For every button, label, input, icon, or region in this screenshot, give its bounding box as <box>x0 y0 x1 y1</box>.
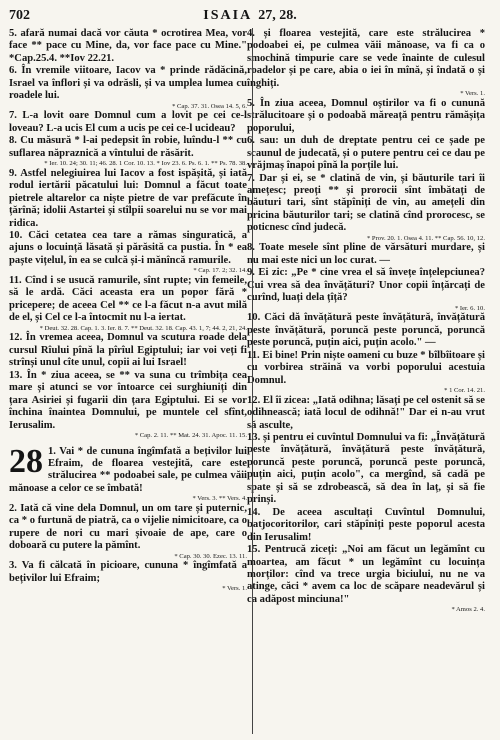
verse-text: 12. În vremea aceea, Domnul va scutura roade dela cursul Rîului pînă la pîrîul Egiptului; iar voi veți fi strînși unul cîte unul, copii ai lui Israel! <box>9 332 247 369</box>
cross-reference: * Vers. 3. ** Vers. 4. <box>192 495 247 503</box>
verse-text: 3. Va fi călcată în picioare, cununa * îngîmfată a bețivilor lui Efraim; <box>9 560 247 584</box>
cross-reference: * Cap. 2. 11. ** Mat. 24. 31. Apoc. 11. 15. <box>134 431 247 439</box>
verse <box>9 65 247 110</box>
chapter-28-verses <box>9 442 247 593</box>
verse-text: 11. Cînd i se usucă ramurile, sînt rupte; vin femeile, să le ardă. Căci aceasta era un popor fără * pricepere; de aceea Cel ** ce l-a făcut n-a avut milă de el, și Cel ce l-a întocmit nu l-a iertat. <box>9 274 247 324</box>
verse <box>9 275 247 332</box>
verse-text: 6. În vremile viitoare, Iacov va * prinde rădăcină, Israel va înflori și va odrăsli, și va umplea lumea cu roadele lui. <box>9 65 247 102</box>
chapter-range: 27, 28. <box>258 8 297 23</box>
cross-reference: * Amos 2. 4. <box>451 606 485 614</box>
verse-text: 6. sau: un duh de dreptate pentru cei ce șade pe scaunul de judecată, și o putere pentru cei ce dau pe vrăjmaș înapoi pînă la porțile lui. <box>247 135 485 172</box>
verse <box>247 312 485 349</box>
verse <box>9 168 247 230</box>
book-name: ISAIA <box>203 8 253 23</box>
column-divider <box>252 28 253 734</box>
chapter-27-verses <box>9 28 247 440</box>
verse <box>247 135 485 172</box>
chapter-28-start <box>9 442 247 593</box>
verse-text: 9. Astfel nelegiuirea lui Iacov a fost ispășită, și iată rodul iertării păcatului lui: Domnul a făcut toate pietrele altarelor ca niște pietre de var prefăcute în țărînă; idolii Astartei și stîlpii soarelui nu se vor mai ridica. <box>9 167 247 229</box>
verse-text: 7. L-a lovit oare Domnul cum a lovit pe cei ce-l loveau? L-a ucis El cum a ucis pe cei ce-l ucideau? <box>9 110 247 134</box>
verse <box>247 242 485 267</box>
verse <box>9 370 247 440</box>
verse <box>247 507 485 544</box>
verse <box>9 560 247 593</box>
verse-text: 1. Vai * de cununa îngîmfată a bețivilor lui Efraim, de floarea vestejită, care este strălucirea ** podoabei sale, pe culmea văii mănoase a celor ce se îmbată! <box>9 445 247 494</box>
verse-text: 5. afară numai dacă vor căuta * ocrotirea Mea, vor face ** pace cu Mine, da, vor face pace cu Mine." *Cap.25.4. **Iov 22.21. <box>9 28 247 64</box>
verse <box>247 98 485 135</box>
verse-text: 8. Toate mesele sînt pline de vărsături murdare, și nu mai este nici un loc curat. — <box>247 242 485 266</box>
cross-reference: * Prov. 20. 1. Osea 4. 11. ** Cap. 56. 10, 12. <box>366 234 485 242</box>
verse-text: 8. Cu măsură * l-ai pedepsit în robie, luîndu-l ** cu suflarea năpraznică a vîntului de răsărit. <box>9 135 247 159</box>
verse-text: 2. Iată că vine dela Domnul, un om tare și puternic, ca * o furtună de piatră, ca o vijelie nimicitoare, ca o rupere de nori cu mari șivoaie de ape, care o doboară cu putere la pămînt. <box>9 502 247 552</box>
cross-reference: * Vers. 1. <box>460 90 485 98</box>
verse-text: 12. El îi zicea: „Iată odihna; lăsați pe cel ostenit să se odihnească; iată locul de odihnă!" Dar ei n-au vrut să asculte, <box>247 394 485 431</box>
cross-reference: * Vers. 1. <box>222 585 247 593</box>
verse <box>247 267 485 312</box>
verse-text: 15. Pentrucă ziceți: „Noi am făcut un legămînt cu moartea, am făcut * un legămînt cu locuința morților: cînd va trece urgia biciului, nu ne va atinge, căci * avem ca loc de scăpare neadevărul și ca adăpost minciuna!" <box>247 544 485 605</box>
verse-text: 13. În * ziua aceea, se ** va suna cu trîmbița cea mare și atunci se vor întoarce cei surghiuniți din țara Asiriei și fugarii din țara Egiptului. Ei se vor închina înaintea Domnului, pe muntele cel sfînt, Ierusalim. <box>9 369 247 431</box>
cross-reference: * Cap. 37. 31. Osea 14. 5, 6. <box>172 102 247 110</box>
verse <box>247 544 485 614</box>
cross-reference: * Cap. 30. 30. Ezec. 13. 11. <box>174 552 247 560</box>
cross-reference: * 1 Cor. 14. 21. <box>444 387 485 395</box>
verse <box>9 230 247 275</box>
verse <box>247 432 485 507</box>
running-title <box>9 8 491 24</box>
right-column <box>247 28 485 734</box>
verse-text: 10. Căci cetatea cea tare a rămas singuratică, a ajuns o locuință lăsată și părăsită ca pustia. În * ea paște vițelul, în ea se culcă și-i mănîncă ramurile. <box>9 229 247 266</box>
page-header <box>9 8 491 28</box>
verse <box>247 173 485 243</box>
verse <box>9 110 247 135</box>
verse-text: 14. De aceea ascultați Cuvîntul Domnului, batjocoritorilor, cari stăpîniți peste poporul acesta din Ierusalim! <box>247 506 485 543</box>
verse-text: 4. și floarea vestejită, care este strălucirea * podoabei ei, pe culmea văii mănoase, va fi ca o smochină timpurie care se vede înainte de culesul roadelor și pe care, abia o iei în mînă, și îndată o și înghiți. <box>247 28 485 89</box>
verse <box>9 28 247 65</box>
verse-text: 9. Ei zic: „Pe * cine vrea el să învețe înțelepciunea? Cui vrea să dea învățături? Unor copii înțărcați de curînd, luați dela țîță? <box>247 267 485 304</box>
verse <box>9 332 247 369</box>
left-column <box>9 28 247 734</box>
verse <box>247 28 485 98</box>
chapter-number: 28 <box>9 442 43 480</box>
chapter-28-continued-verses <box>247 28 485 614</box>
cross-reference: * Ier. 10. 24; 30. 11; 46. 28. 1 Cor. 10. 13. * Iov 23. 6. Ps. 6. 1. ** Ps. 78. 38. <box>44 160 247 168</box>
verse-text: 11. Ei bine! Prin niște oameni cu buze * bîlbîitoare și cu vorbirea străină va vorbi poporului acestuia Domnul. <box>247 349 485 386</box>
verse <box>247 350 485 395</box>
cross-reference: * Deut. 32. 28. Cap. 1. 3. Ier. 8. 7. ** Deut. 32. 18. Cap. 43. 1, 7; 44. 2, 21, 24. <box>39 324 247 332</box>
verse <box>9 442 247 503</box>
text-columns <box>9 28 491 734</box>
cross-reference: * Cap. 17. 2; 32. 14. <box>193 267 247 275</box>
verse <box>9 503 247 560</box>
verse <box>9 135 247 168</box>
verse-text: 7. Dar și ei, se * clatină de vin, și băuturile tari îi amețesc; preoți ** și prorocii sînt îmbătați de băuturi tari, sînt stăpîniți de vin, au amețeli din pricina băuturilor tari; se clatină cînd prorocesc, se poticnesc cînd judecă. <box>247 172 485 234</box>
cross-reference: * Ier. 6. 10. <box>454 304 485 312</box>
verse <box>247 395 485 432</box>
page-number: 702 <box>9 8 30 23</box>
verse-text: 13. și pentru ei cuvîntul Domnului va fi: „Învățătură peste învățătură, învățătură peste învățătură, poruncă peste poruncă, poruncă peste poruncă, puțin aici, puțin acolo", ca mergînd, să cadă pe spate și să se zdrobească, să dea în laț, și să fie prinși. <box>247 431 485 506</box>
verse-text: 5. În ziua aceea, Domnul oștirilor va fi o cunună strălucitoare și o podoabă măreață pentru rămășița poporului, <box>247 97 485 134</box>
verse-text: 10. Căci dă învățătură peste învățătură, învățătură peste învățătură, poruncă peste poruncă, poruncă peste poruncă, puțin aici, puțin acolo." — <box>247 312 485 349</box>
